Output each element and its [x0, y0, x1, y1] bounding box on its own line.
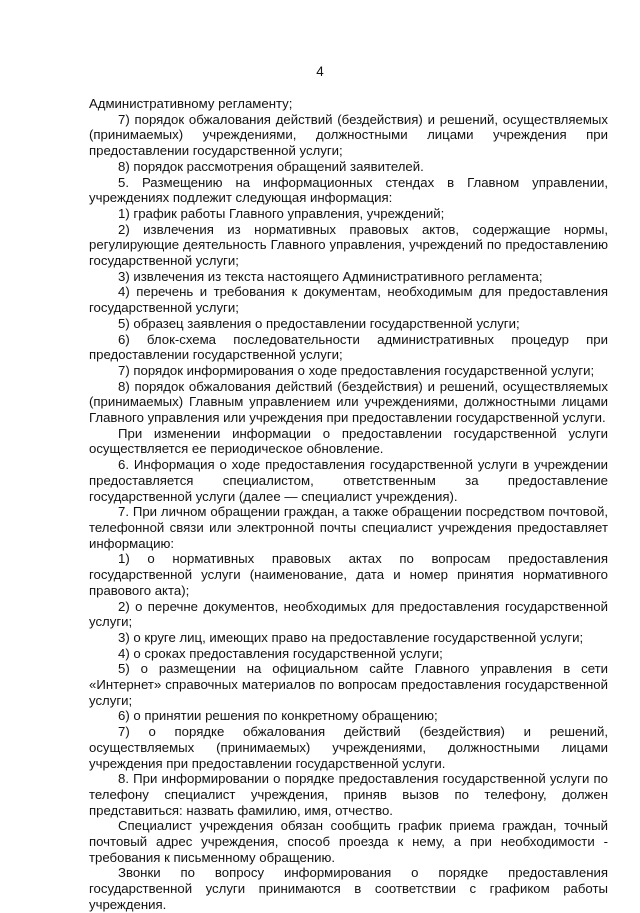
paragraph: Специалист учреждения обязан сообщить график приема граждан, точный почтовый адрес учреждения, способ проезда к нему, а при необходимости - требования к письменному обращению.: [89, 818, 608, 865]
paragraph: 5. Размещению на информационных стендах в Главном управлении, учреждениях подлежит следующая информация:: [89, 174, 608, 206]
paragraph: При изменении информации о предоставлении государственной услуги осуществляется ее периодическое обновление.: [89, 425, 608, 457]
paragraph: 1) о нормативных правовых актах по вопросам предоставления государственной услуги (наименование, дата и номер принятия нормативного правового акта);: [89, 551, 608, 598]
paragraph: 4) о сроках предоставления государственной услуги;: [118, 645, 443, 661]
paragraph: 4) перечень и требования к документам, необходимым для предоставления государственной услуги;: [89, 284, 608, 316]
paragraph: 3) о круге лиц, имеющих право на предоставление государственной услуги;: [118, 629, 584, 645]
document-body: [89, 96, 608, 913]
paragraph: 6) о принятии решения по конкретному обращению;: [118, 708, 438, 724]
paragraph: 7) о порядке обжалования действий (бездействия) и решений, осуществляемых (принимаемых) учреждениями, должностными лицами учреждения при предоставлении государственной услуги.: [89, 724, 608, 771]
paragraph: 6. Информация о ходе предоставления государственной услуги в учреждении предоставляется специалистом, ответственным за предоставление государственной услуги (далее — специалист учреждения).: [89, 457, 608, 504]
paragraph: 5) о размещении на официальном сайте Главного управления в сети «Интернет» справочных материалов по вопросам предоставления государственной услуги;: [89, 661, 608, 708]
paragraph: 2) о перечне документов, необходимых для предоставления государственной услуги;: [89, 598, 608, 630]
paragraph: Административному регламенту;: [89, 96, 293, 111]
paragraph: 8. При информировании о порядке предоставления государственной услуги по телефону специалист учреждения, приняв вызов по телефону, должен представиться: назвать фамилию, имя, отчество.: [89, 771, 608, 818]
paragraph: 7) порядок информирования о ходе предоставления государственной услуги;: [118, 362, 595, 378]
paragraph: Звонки по вопросу информирования о порядке предоставления государственной услуги принимаются в соответствии с графиком работы учреждения.: [89, 865, 608, 912]
paragraph: 7) порядок обжалования действий (бездействия) и решений, осуществляемых (принимаемых) учреждениями, должностными лицами учреждения при предоставлении государственной услуги;: [89, 111, 608, 159]
page-number: 4: [316, 64, 324, 79]
paragraph: 1) график работы Главного управления, учреждений;: [118, 205, 445, 221]
paragraph: 2) извлечения из нормативных правовых актов, содержащие нормы, регулирующие деятельность Главного управления, учреждений по предоставлению государственной услуги;: [89, 221, 608, 269]
paragraph: 6) блок-схема последовательности административных процедур при предоставлении государственной услуги;: [89, 331, 608, 363]
paragraph: 3) извлечения из текста настоящего Административного регламента;: [118, 268, 543, 284]
paragraph: 7. При личном обращении граждан, а также обращении посредством почтовой, телефонной связи или электронной почты специалист учреждения предоставляет информацию:: [89, 504, 608, 551]
paragraph: 5) образец заявления о предоставлении государственной услуги;: [118, 315, 520, 331]
paragraph: 8) порядок обжалования действий (бездействия) и решений, осуществляемых (принимаемых) Главным управлением или учреждениями, должностными лицами Главного управления или учреждения при предоставлении государственной услуги.: [89, 378, 608, 426]
paragraph: 8) порядок рассмотрения обращений заявителей.: [118, 158, 424, 174]
